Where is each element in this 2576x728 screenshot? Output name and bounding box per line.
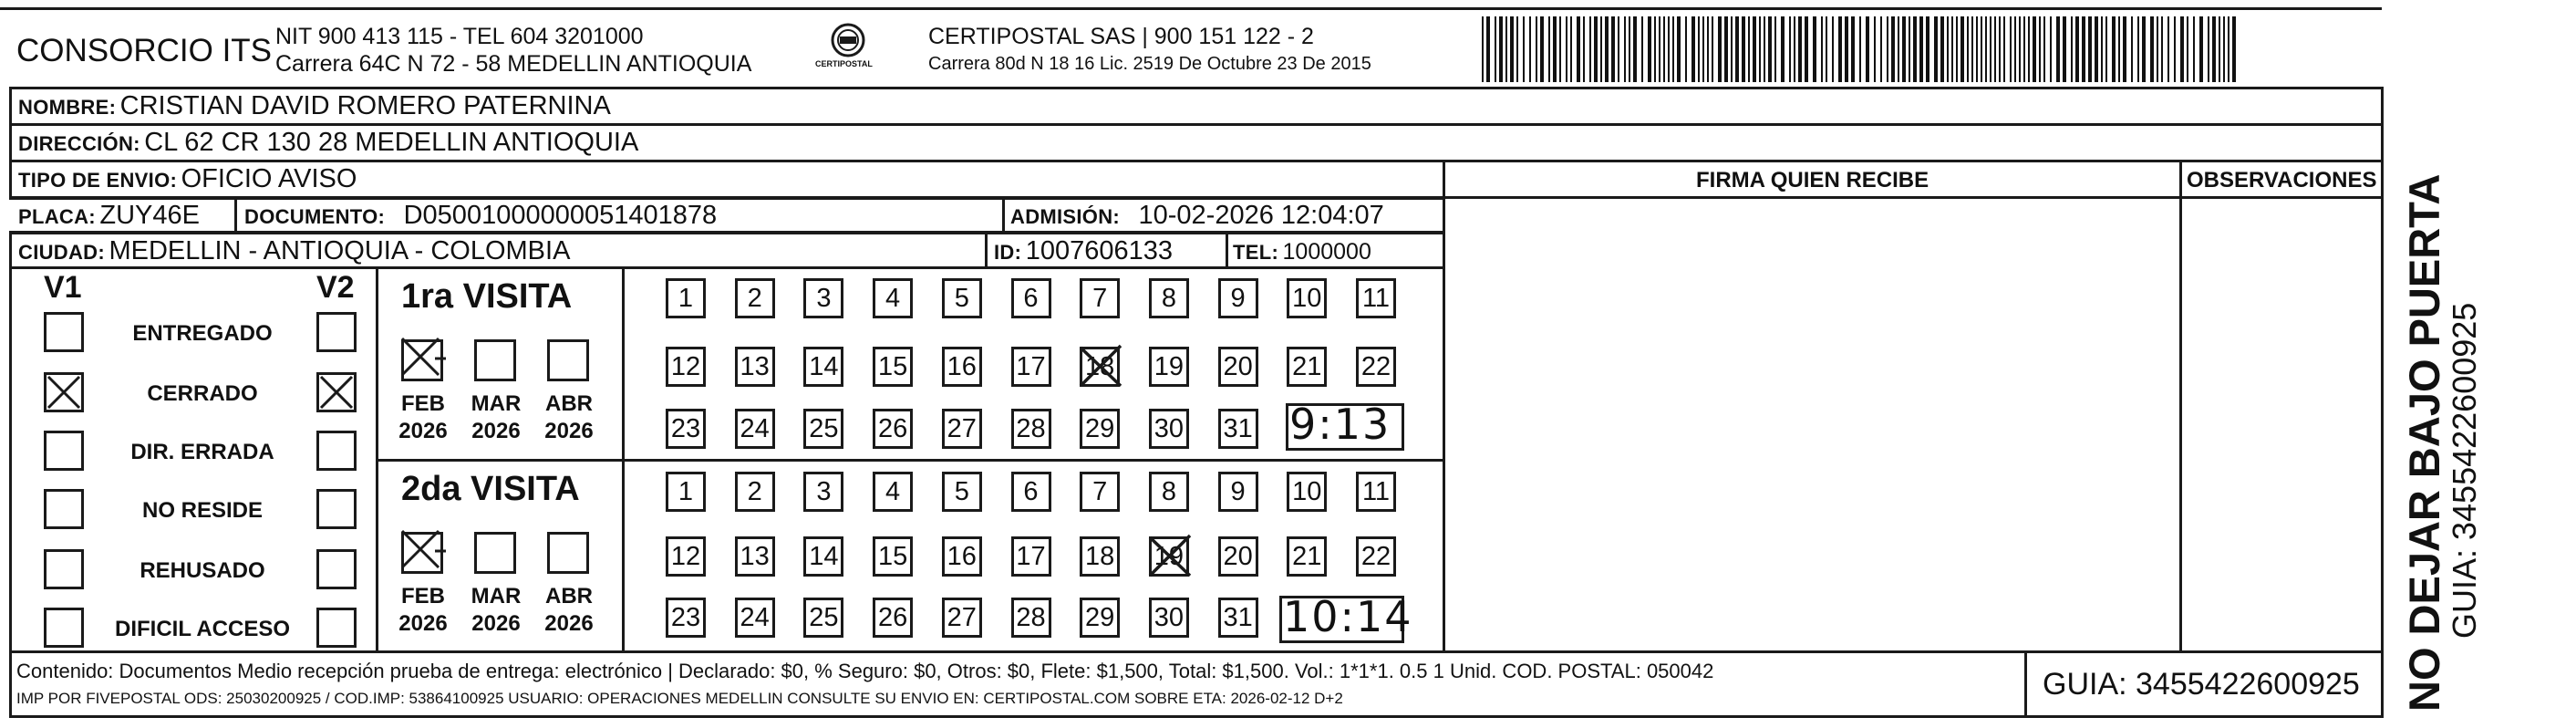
day-number: 22 bbox=[1360, 351, 1391, 381]
visit2-day-4[interactable] bbox=[873, 472, 913, 512]
admission-label: ADMISIÓN: bbox=[1010, 205, 1121, 228]
visit2-title: 2da VISITA bbox=[401, 470, 580, 508]
tel-value: 1000000 bbox=[1282, 239, 1371, 265]
day-number: 1 bbox=[678, 283, 694, 313]
day-number: 29 bbox=[1085, 602, 1115, 632]
visit2-day-11[interactable] bbox=[1356, 472, 1396, 512]
day-number: 5 bbox=[954, 476, 969, 506]
month-year: 2026 bbox=[544, 611, 594, 636]
visit2-day-17[interactable] bbox=[1011, 536, 1051, 577]
visit1-month-checkbox-mar[interactable] bbox=[474, 339, 516, 381]
visit2-day-22[interactable] bbox=[1356, 536, 1396, 577]
status-label: DIFICIL ACCESO bbox=[114, 617, 290, 641]
v1-label: V1 bbox=[44, 270, 82, 305]
status-label: NO RESIDE bbox=[141, 498, 264, 523]
day-number: 21 bbox=[1292, 351, 1322, 381]
month-name: FEB bbox=[401, 584, 445, 608]
day-number: 18 bbox=[1085, 541, 1115, 571]
visit2-month-checkbox-abr[interactable] bbox=[547, 532, 589, 574]
day-number: 5 bbox=[954, 283, 969, 313]
check-mark-icon bbox=[47, 375, 81, 410]
document-value: D05001000000051401878 bbox=[403, 201, 718, 230]
day-number: 27 bbox=[947, 602, 977, 632]
visit2-day-24[interactable] bbox=[735, 598, 775, 638]
type-label: TIPO DE ENVIO: bbox=[18, 169, 178, 192]
day-number: 19 bbox=[1154, 351, 1185, 381]
visit2-day-9[interactable] bbox=[1218, 472, 1258, 512]
visit2-day-20[interactable] bbox=[1218, 536, 1258, 577]
footer-guia: GUIA: 3455422600925 bbox=[2043, 667, 2360, 702]
day-number: 19 bbox=[1154, 541, 1185, 571]
visit1-month-label bbox=[540, 390, 598, 445]
day-number: 23 bbox=[670, 413, 701, 443]
visit1-day-3[interactable] bbox=[803, 278, 843, 318]
visit1-time: 9:13 bbox=[1289, 400, 1391, 449]
tel-label: TEL: bbox=[1233, 241, 1279, 264]
day-number: 15 bbox=[877, 541, 908, 571]
day-number: 14 bbox=[809, 351, 839, 381]
visit1-day-14[interactable] bbox=[803, 347, 843, 387]
recipient-address: CL 62 CR 130 28 MEDELLIN ANTIOQUIA bbox=[144, 128, 639, 157]
day-number: 8 bbox=[1161, 476, 1176, 506]
visit1-day-2[interactable] bbox=[735, 278, 775, 318]
status-label: REHUSADO bbox=[140, 558, 265, 583]
day-number: 11 bbox=[1361, 283, 1391, 313]
side-panel bbox=[2394, 0, 2558, 712]
status-v1-checkbox[interactable] bbox=[44, 489, 84, 529]
visit1-day-11[interactable] bbox=[1356, 278, 1396, 318]
visit2-day-1[interactable] bbox=[666, 472, 706, 512]
day-number: 18 bbox=[1085, 351, 1115, 381]
visit1-month-checkbox-abr[interactable] bbox=[547, 339, 589, 381]
day-number: 10 bbox=[1292, 476, 1322, 506]
visit2-day-13[interactable] bbox=[735, 536, 775, 577]
visit1-month-label bbox=[394, 390, 452, 445]
day-number: 22 bbox=[1360, 541, 1391, 571]
day-number: 17 bbox=[1016, 351, 1046, 381]
day-number: 21 bbox=[1292, 541, 1322, 571]
name-label: NOMBRE: bbox=[18, 96, 117, 119]
day-number: 1 bbox=[678, 476, 694, 506]
status-v2-checkbox[interactable] bbox=[316, 608, 357, 648]
visit1-day-1[interactable] bbox=[666, 278, 706, 318]
day-number: 24 bbox=[740, 413, 770, 443]
barcode bbox=[1482, 16, 2243, 82]
day-number: 28 bbox=[1016, 413, 1046, 443]
id-value: 1007606133 bbox=[1025, 236, 1173, 265]
plate-label: PLACA: bbox=[18, 205, 96, 228]
status-v2-checkbox[interactable] bbox=[316, 549, 357, 589]
visit2-day-2[interactable] bbox=[735, 472, 775, 512]
document-label: DOCUMENTO: bbox=[244, 205, 386, 228]
visit2-day-15[interactable] bbox=[873, 536, 913, 577]
day-number: 4 bbox=[885, 283, 901, 313]
status-v1-checkbox[interactable] bbox=[44, 372, 84, 412]
day-number: 23 bbox=[670, 602, 701, 632]
month-name: MAR bbox=[471, 584, 522, 608]
visit2-day-14[interactable] bbox=[803, 536, 843, 577]
visit2-day-23[interactable] bbox=[666, 598, 706, 638]
visit1-day-12[interactable] bbox=[666, 347, 706, 387]
day-number: 2 bbox=[747, 476, 762, 506]
visit1-day-22[interactable] bbox=[1356, 347, 1396, 387]
visit1-month-label bbox=[467, 390, 525, 445]
id-label: ID: bbox=[994, 241, 1022, 264]
check-mark-icon bbox=[398, 529, 446, 571]
status-v2-checkbox[interactable] bbox=[316, 431, 357, 471]
day-number: 7 bbox=[1092, 283, 1108, 313]
plate-value: ZUY46E bbox=[99, 201, 200, 230]
visit2-day-7[interactable] bbox=[1080, 472, 1120, 512]
visit2-day-6[interactable] bbox=[1011, 472, 1051, 512]
day-number: 13 bbox=[740, 351, 770, 381]
address-label: DIRECCIÓN: bbox=[18, 132, 140, 155]
visit1-day-10[interactable] bbox=[1287, 278, 1327, 318]
day-number: 15 bbox=[877, 351, 908, 381]
day-number: 9 bbox=[1230, 476, 1246, 506]
day-number: 20 bbox=[1223, 541, 1253, 571]
day-number: 2 bbox=[747, 283, 762, 313]
visit2-day-16[interactable] bbox=[942, 536, 982, 577]
visit2-time: 10:14 bbox=[1283, 592, 1413, 641]
visit2-day-26[interactable] bbox=[873, 598, 913, 638]
status-v2-checkbox[interactable] bbox=[316, 489, 357, 529]
status-label: DIR. ERRADA bbox=[130, 440, 274, 464]
visit1-day-28[interactable] bbox=[1011, 409, 1051, 449]
month-year: 2026 bbox=[398, 611, 448, 636]
visit1-day-24[interactable] bbox=[735, 409, 775, 449]
visit1-day-13[interactable] bbox=[735, 347, 775, 387]
day-number: 24 bbox=[740, 602, 770, 632]
visit2-day-25[interactable] bbox=[803, 598, 843, 638]
day-number: 3 bbox=[816, 283, 832, 313]
day-number: 30 bbox=[1154, 413, 1185, 443]
month-year: 2026 bbox=[544, 419, 594, 443]
day-number: 27 bbox=[947, 413, 977, 443]
recipient-name: CRISTIAN DAVID ROMERO PATERNINA bbox=[119, 91, 611, 120]
city-label: CIUDAD: bbox=[18, 241, 105, 264]
visit2-day-27[interactable] bbox=[942, 598, 982, 638]
day-number: 3 bbox=[816, 476, 832, 506]
visit2-day-10[interactable] bbox=[1287, 472, 1327, 512]
day-number: 7 bbox=[1092, 476, 1108, 506]
visit2-month-label bbox=[540, 583, 598, 638]
visit1-day-19[interactable] bbox=[1149, 347, 1189, 387]
month-name: MAR bbox=[471, 391, 522, 416]
visit1-day-27[interactable] bbox=[942, 409, 982, 449]
visit2-day-31[interactable] bbox=[1218, 598, 1258, 638]
visit1-day-23[interactable] bbox=[666, 409, 706, 449]
visit2-day-8[interactable] bbox=[1149, 472, 1189, 512]
visit2-month-checkbox-mar[interactable] bbox=[474, 532, 516, 574]
status-v1-checkbox[interactable] bbox=[44, 549, 84, 589]
visit1-day-15[interactable] bbox=[873, 347, 913, 387]
status-label: CERRADO bbox=[147, 381, 258, 406]
company-nit: NIT 900 413 115 - TEL 604 3201000 bbox=[275, 24, 644, 49]
visit1-day-9[interactable] bbox=[1218, 278, 1258, 318]
day-number: 29 bbox=[1085, 413, 1115, 443]
carrier-name: CERTIPOSTAL SAS | 900 151 122 - 2 bbox=[928, 24, 1314, 49]
day-number: 14 bbox=[809, 541, 839, 571]
side-guia: GUIA: 3455422600925 bbox=[2446, 302, 2483, 639]
footer-contents: Contenido: Documentos Medio recepción prueba de entrega: electrónico | Declarado: $0, % Seguro: $0, Otros: $0, Flete: $1,500, Total: $1,500. Vol.: 1*1*1. 0.5 1 Unid. COD. POSTAL: 050042 bbox=[16, 660, 1714, 682]
visit2-day-5[interactable] bbox=[942, 472, 982, 512]
month-name: ABR bbox=[545, 584, 593, 608]
day-number: 13 bbox=[740, 541, 770, 571]
status-label: ENTREGADO bbox=[132, 321, 273, 346]
visit2-day-30[interactable] bbox=[1149, 598, 1189, 638]
visit2-day-19[interactable] bbox=[1149, 536, 1189, 577]
day-number: 31 bbox=[1223, 413, 1253, 443]
day-number: 26 bbox=[877, 413, 908, 443]
visit1-day-25[interactable] bbox=[803, 409, 843, 449]
day-number: 9 bbox=[1230, 283, 1246, 313]
status-v1-checkbox[interactable] bbox=[44, 608, 84, 648]
day-number: 11 bbox=[1361, 476, 1391, 506]
signature-header: FIRMA QUIEN RECIBE bbox=[1696, 168, 1929, 192]
status-v1-checkbox[interactable] bbox=[44, 312, 84, 352]
visit2-day-21[interactable] bbox=[1287, 536, 1327, 577]
visit2-month-label bbox=[467, 583, 525, 638]
visit2-day-28[interactable] bbox=[1011, 598, 1051, 638]
visit1-day-29[interactable] bbox=[1080, 409, 1120, 449]
visit2-month-label bbox=[394, 583, 452, 638]
month-name: ABR bbox=[545, 391, 593, 416]
day-number: 8 bbox=[1161, 283, 1176, 313]
visit2-day-29[interactable] bbox=[1080, 598, 1120, 638]
visit1-day-6[interactable] bbox=[1011, 278, 1051, 318]
visit1-day-8[interactable] bbox=[1149, 278, 1189, 318]
day-number: 16 bbox=[947, 541, 977, 571]
day-number: 25 bbox=[809, 413, 839, 443]
day-mark-icon bbox=[1075, 342, 1126, 391]
certipostal-logo bbox=[812, 20, 885, 77]
check-mark-icon bbox=[398, 337, 446, 379]
shipment-type: OFICIO AVISO bbox=[181, 164, 357, 193]
visit1-day-20[interactable] bbox=[1218, 347, 1258, 387]
day-number: 6 bbox=[1023, 476, 1039, 506]
day-number: 26 bbox=[877, 602, 908, 632]
day-number: 20 bbox=[1223, 351, 1253, 381]
visit2-day-12[interactable] bbox=[666, 536, 706, 577]
city-value: MEDELLIN - ANTIOQUIA - COLOMBIA bbox=[109, 236, 571, 265]
visit1-day-16[interactable] bbox=[942, 347, 982, 387]
day-number: 12 bbox=[670, 541, 701, 571]
day-number: 25 bbox=[809, 602, 839, 632]
logo-caption: CERTIPOSTAL bbox=[815, 59, 873, 68]
visit2-month-checkbox-feb[interactable] bbox=[401, 532, 443, 574]
footer-imp: IMP POR FIVEPOSTAL ODS: 25030200925 / COD.IMP: 53864100925 USUARIO: OPERACIONES MEDELLIN CONSULTE SU ENVIO EN: CERTIPOSTAL.COM SOBRE ETA: 2026-02-12 D+2 bbox=[16, 690, 1343, 707]
month-name: FEB bbox=[401, 391, 445, 416]
month-year: 2026 bbox=[471, 611, 521, 636]
side-warning: NO DEJAR BAJO PUERTA bbox=[2400, 173, 2448, 712]
visit1-day-31[interactable] bbox=[1218, 409, 1258, 449]
company-name: CONSORCIO ITS bbox=[16, 33, 273, 68]
v2-label: V2 bbox=[316, 270, 355, 305]
day-number: 4 bbox=[885, 476, 901, 506]
day-number: 10 bbox=[1292, 283, 1322, 313]
admission-value: 10-02-2026 12:04:07 bbox=[1138, 201, 1384, 230]
day-number: 17 bbox=[1016, 541, 1046, 571]
visit1-day-21[interactable] bbox=[1287, 347, 1327, 387]
day-number: 28 bbox=[1016, 602, 1046, 632]
day-mark-icon bbox=[1144, 532, 1195, 581]
month-year: 2026 bbox=[471, 419, 521, 443]
company-address: Carrera 64C N 72 - 58 MEDELLIN ANTIOQUIA bbox=[275, 51, 752, 77]
month-year: 2026 bbox=[398, 419, 448, 443]
visit1-day-26[interactable] bbox=[873, 409, 913, 449]
day-number: 31 bbox=[1223, 602, 1253, 632]
observations-header: OBSERVACIONES bbox=[2187, 168, 2377, 192]
visit1-day-7[interactable] bbox=[1080, 278, 1120, 318]
visit2-day-18[interactable] bbox=[1080, 536, 1120, 577]
visit1-month-checkbox-feb[interactable] bbox=[401, 339, 443, 381]
visit1-day-18[interactable] bbox=[1080, 347, 1120, 387]
check-mark-icon bbox=[319, 375, 354, 410]
status-v2-checkbox[interactable] bbox=[316, 372, 357, 412]
visit1-day-4[interactable] bbox=[873, 278, 913, 318]
status-v2-checkbox[interactable] bbox=[316, 312, 357, 352]
day-number: 12 bbox=[670, 351, 701, 381]
visit1-day-17[interactable] bbox=[1011, 347, 1051, 387]
visit1-day-5[interactable] bbox=[942, 278, 982, 318]
day-number: 6 bbox=[1023, 283, 1039, 313]
day-number: 30 bbox=[1154, 602, 1185, 632]
carrier-address: Carrera 80d N 18 16 Lic. 2519 De Octubre 23 De 2015 bbox=[928, 54, 1371, 74]
visit1-day-30[interactable] bbox=[1149, 409, 1189, 449]
visit2-day-3[interactable] bbox=[803, 472, 843, 512]
day-number: 16 bbox=[947, 351, 977, 381]
visit1-title: 1ra VISITA bbox=[401, 277, 573, 316]
status-v1-checkbox[interactable] bbox=[44, 431, 84, 471]
